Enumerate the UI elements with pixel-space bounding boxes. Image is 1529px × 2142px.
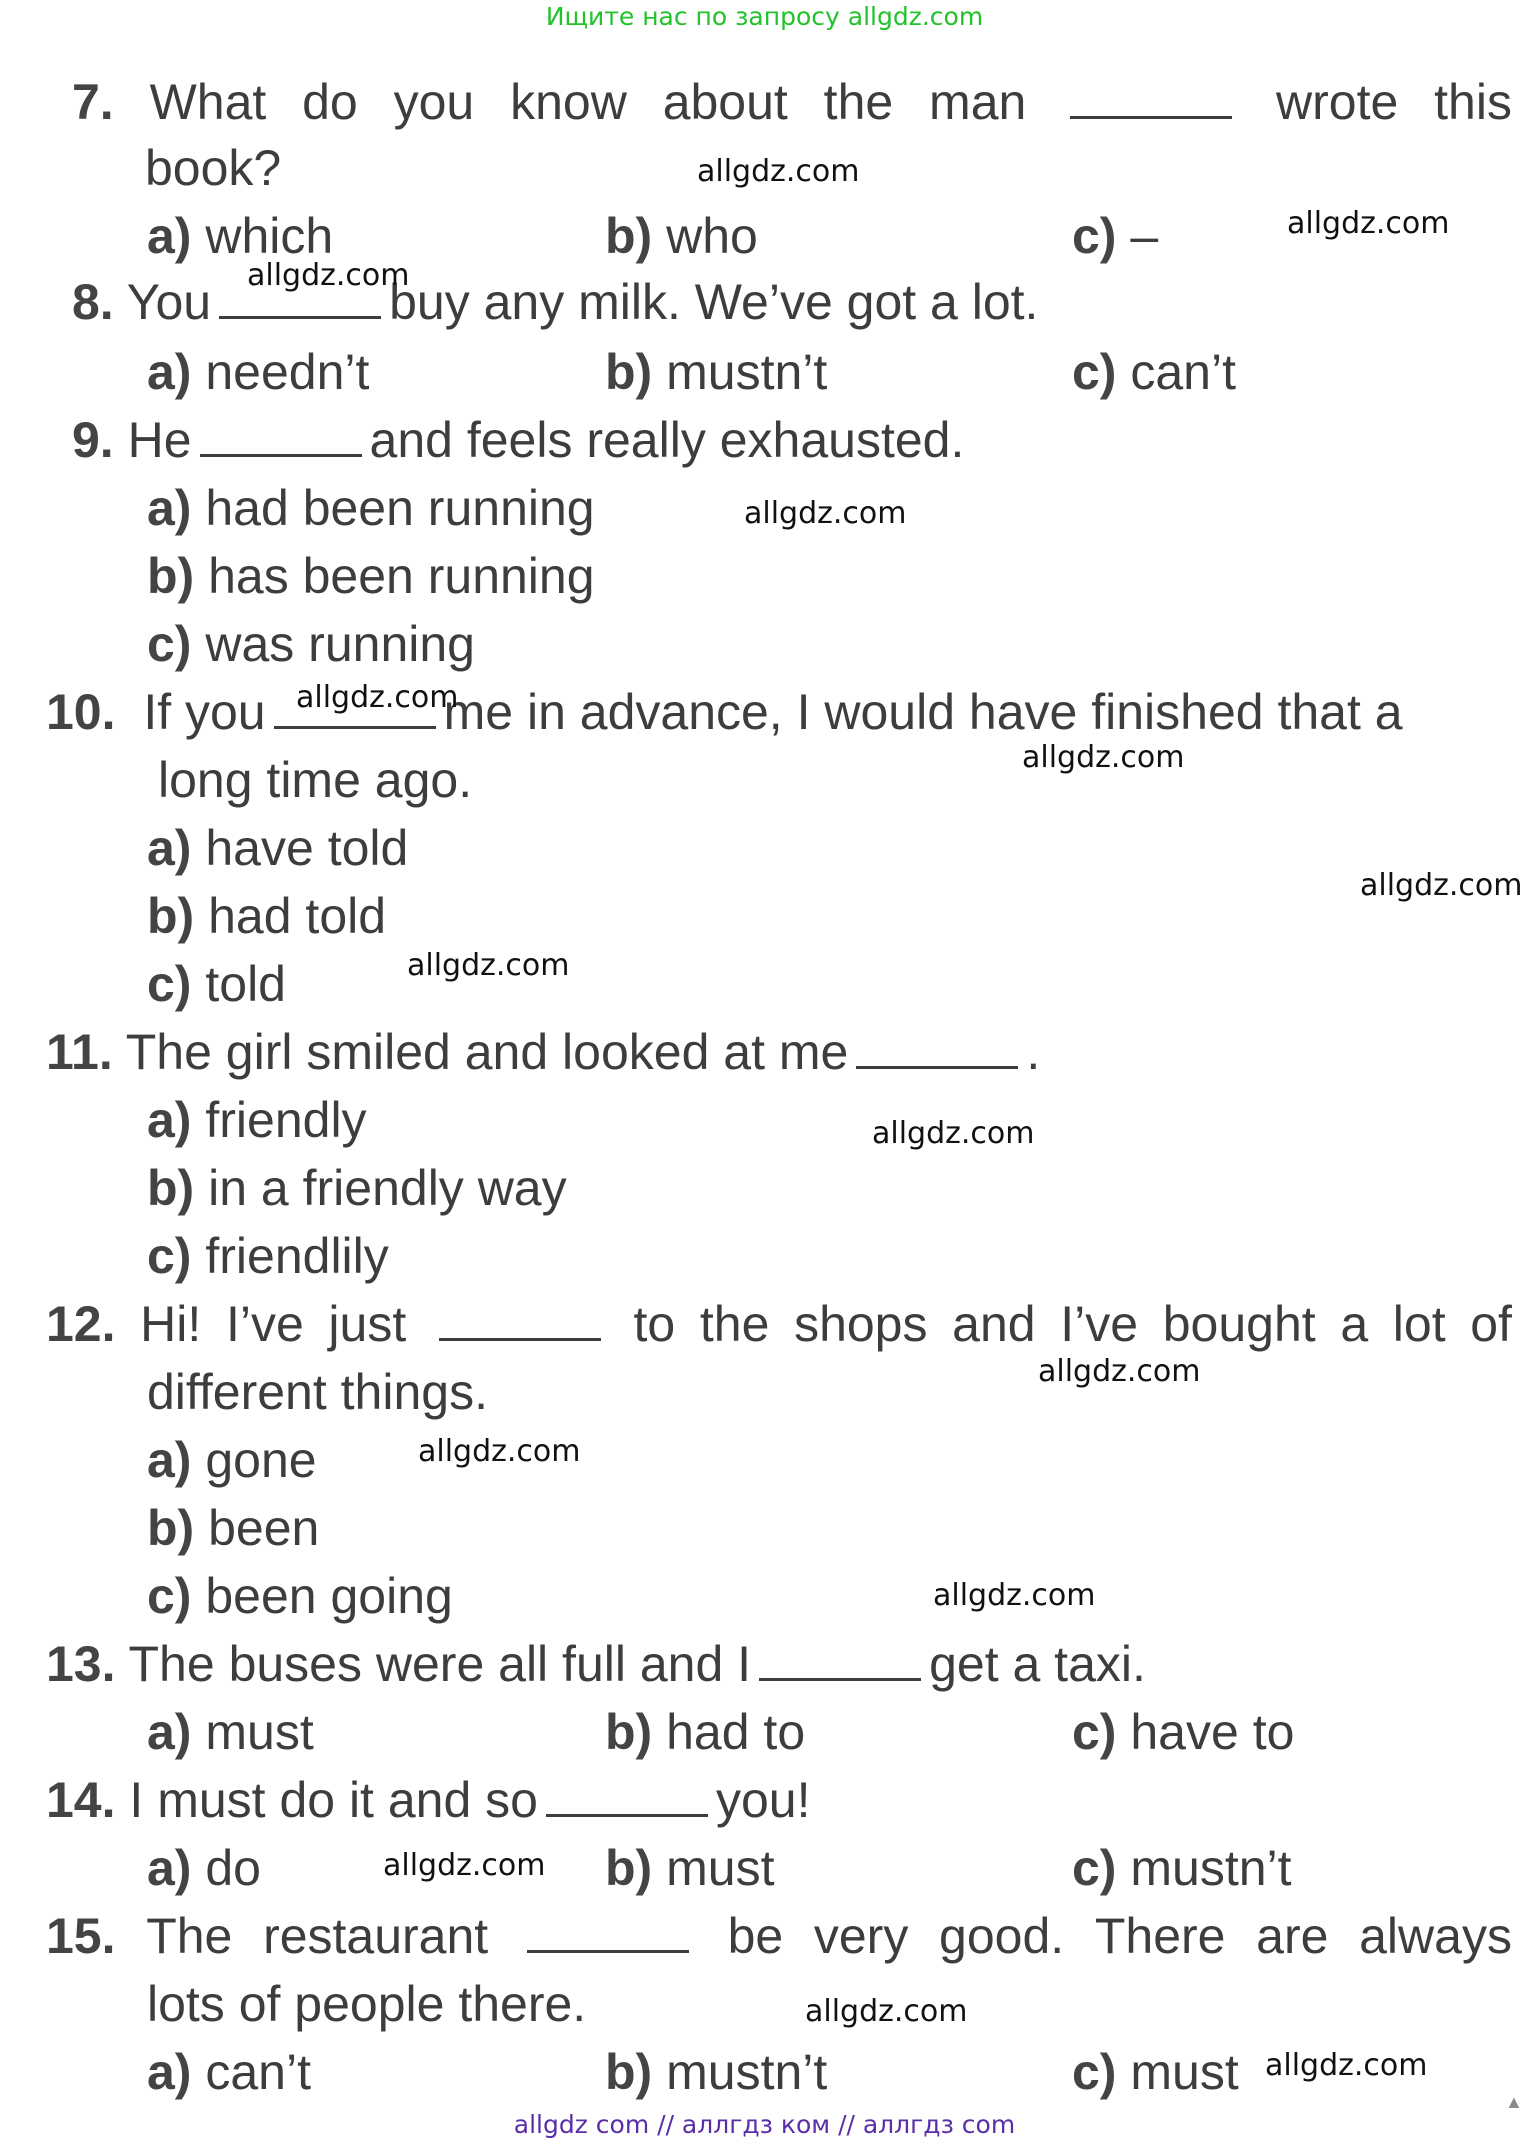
q14-option-c: c) mustn’t [1072, 1840, 1292, 1896]
answer-blank [1070, 72, 1232, 119]
q12-word: Hi! [140, 1296, 202, 1352]
watermark: allgdz.com [1038, 1354, 1201, 1389]
watermark: allgdz.com [1022, 740, 1185, 775]
answer-blank [546, 1770, 708, 1817]
q15-word: are [1256, 1908, 1329, 1964]
q12-word: lot [1392, 1296, 1446, 1352]
watermark: allgdz.com [933, 1578, 1096, 1613]
watermark: allgdz.com [407, 948, 570, 983]
q7-word: What [149, 74, 267, 130]
q7-word: man [929, 74, 1027, 130]
question-7-number: 7. [72, 74, 114, 130]
question-8-stem: 8. You buy any milk. We’ve got a lot. [72, 274, 1039, 330]
answer-blank [759, 1634, 921, 1681]
q15-option-a: a) can’t [147, 2044, 311, 2100]
question-10-stem: 10. If you me in advance, I would have finished that a [46, 684, 1403, 740]
scroll-up-arrow-icon[interactable]: ▲ [1505, 2092, 1523, 2112]
question-12-line-1 [46, 1294, 1512, 1354]
q7-word: about [662, 74, 788, 130]
question-15-line-1 [46, 1906, 1512, 1966]
q15-word: The [146, 1908, 233, 1964]
q14-option-a: a) do [147, 1840, 261, 1896]
watermark: allgdz.com [296, 680, 459, 715]
watermark: allgdz.com [247, 258, 410, 293]
q7-option-c: c) – [1072, 208, 1159, 264]
footer-links[interactable]: allgdz com // аллгдз ком // аллгдз com [513, 2110, 1016, 2139]
q11-option-b: b) in a friendly way [147, 1160, 567, 1216]
q14-option-b: b) must [605, 1840, 775, 1896]
question-12-number: 12. [46, 1296, 116, 1352]
q12-word: a [1340, 1296, 1369, 1352]
q15-word: restaurant [263, 1908, 489, 1964]
answer-blank [200, 410, 362, 457]
watermark: allgdz.com [1360, 868, 1523, 903]
question-7-line-2: book? [145, 140, 282, 196]
question-9-stem: 9. He and feels really exhausted. [72, 412, 965, 468]
q9-option-b: b) has been running [147, 548, 595, 604]
q12-option-b: b) been [147, 1500, 320, 1556]
q15-option-b: b) mustn’t [605, 2044, 828, 2100]
q7-word: know [510, 74, 627, 130]
q12-word: to [633, 1296, 676, 1352]
q15-word: good. [939, 1908, 1065, 1964]
answer-blank [856, 1022, 1018, 1069]
q15-word: very [813, 1908, 909, 1964]
q12-word: I’ve [1060, 1296, 1139, 1352]
q15-option-c: c) must [1072, 2044, 1239, 2100]
question-11-stem: 11. The girl smiled and looked at me . [46, 1024, 1041, 1080]
question-13-stem: 13. The buses were all full and I get a taxi. [46, 1636, 1146, 1692]
q8-option-a: a) needn’t [147, 344, 370, 400]
q12-word: of [1470, 1296, 1512, 1352]
question-10-line-2: long time ago. [158, 752, 473, 808]
q9-option-c: c) was running [147, 616, 475, 672]
q11-option-a: a) friendly [147, 1092, 367, 1148]
q8-option-c: c) can’t [1072, 344, 1236, 400]
watermark: allgdz.com [383, 1848, 546, 1883]
q12-word: the [699, 1296, 770, 1352]
q15-word: be [727, 1908, 784, 1964]
q11-option-c: c) friendlily [147, 1228, 389, 1284]
q7-word: the [823, 74, 894, 130]
watermark: allgdz.com [418, 1434, 581, 1469]
top-banner[interactable]: Ищите нас по запросу allgdz.com [545, 2, 984, 31]
watermark: allgdz.com [1287, 206, 1450, 241]
q10-option-b: b) had told [147, 888, 387, 944]
question-7-line-1 [72, 72, 1512, 132]
q13-option-a: a) must [147, 1704, 314, 1760]
question-12-line-2: different things. [147, 1364, 488, 1420]
question-15-number: 15. [46, 1908, 116, 1964]
q15-word: There [1094, 1908, 1226, 1964]
watermark: allgdz.com [872, 1116, 1035, 1151]
q13-option-b: b) had to [605, 1704, 806, 1760]
q12-word: I’ve [225, 1296, 304, 1352]
watermark: allgdz.com [805, 1994, 968, 2029]
watermark: allgdz.com [697, 154, 860, 189]
q10-option-c: c) told [147, 956, 286, 1012]
q7-option-b: b) who [605, 208, 758, 264]
watermark: allgdz.com [744, 496, 907, 531]
q7-word: you [393, 74, 475, 130]
q7-word: do [302, 74, 358, 130]
q9-option-a: a) had been running [147, 480, 595, 536]
question-14-stem: 14. I must do it and so you! [46, 1772, 811, 1828]
q12-option-a: a) gone [147, 1432, 317, 1488]
q12-word: and [952, 1296, 1036, 1352]
q10-option-a: a) have told [147, 820, 409, 876]
q13-option-c: c) have to [1072, 1704, 1295, 1760]
q12-word: just [328, 1296, 407, 1352]
question-15-line-2: lots of people there. [147, 1976, 587, 2032]
q12-word: shops [794, 1296, 928, 1352]
q7-word: wrote [1276, 74, 1399, 130]
q12-word: bought [1162, 1296, 1316, 1352]
watermark: allgdz.com [1265, 2048, 1428, 2083]
q7-word: this [1434, 74, 1512, 130]
q7-option-a: a) which [147, 208, 334, 264]
q15-word: always [1359, 1908, 1512, 1964]
answer-blank [527, 1906, 689, 1953]
answer-blank [439, 1294, 601, 1341]
q12-option-c: c) been going [147, 1568, 453, 1624]
q8-option-b: b) mustn’t [605, 344, 828, 400]
